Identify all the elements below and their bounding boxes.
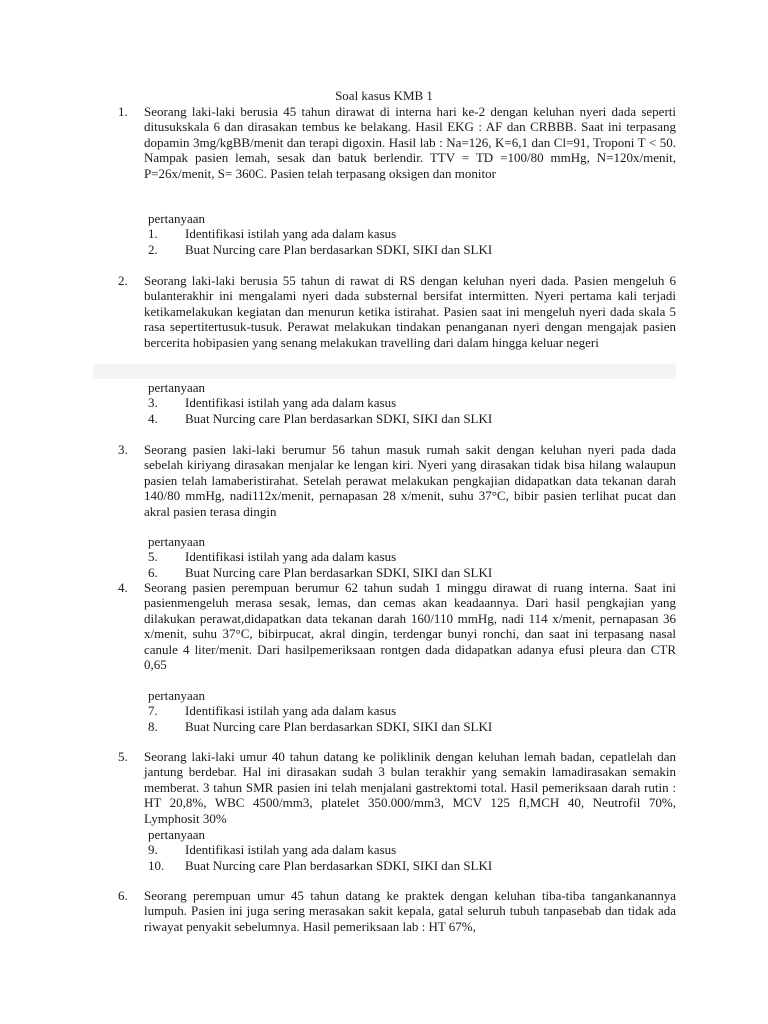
case-number: 2. xyxy=(118,273,128,288)
question-label: pertanyaan xyxy=(148,380,206,395)
question-label: pertanyaan xyxy=(148,534,206,549)
question-number: 6. xyxy=(148,564,158,580)
question-text: Identifikasi istilah yang ada dalam kasus xyxy=(185,842,397,858)
question-text: Identifikasi istilah yang ada dalam kasus xyxy=(185,549,397,565)
question-text: Buat Nurcing care Plan berdasarkan SDKI, SIKI dan SLKI xyxy=(185,564,493,580)
question-block-5 xyxy=(118,827,676,873)
question-text: Buat Nurcing care Plan berdasarkan SDKI, SIKI dan SLKI xyxy=(185,241,493,257)
question-text: Identifikasi istilah yang ada dalam kasus xyxy=(185,226,397,242)
case-3 xyxy=(118,442,676,519)
case-text: Seorang laki-laki berusia 55 tahun di rawat di RS dengan keluhan nyeri dada. Pasien mengeluh 6 bulanterakhir ini mengalami nyeri dada substernal bersifat intermitten. Nyeri pertama kali terjadi ketikamelakukan kegiatan dan menurun ketika istirahat. Pasien saat ini mengeluh nyeri dada skala 5 rasa sepertitertusuk-tusuk. Perawat melakukan tindakan penanganan nyeri dengan mengajak pasien bercerita hobipasien yang senang melakukan travelling dari dalam hingga keluar negeri xyxy=(144,273,676,350)
question-label: pertanyaan xyxy=(148,211,206,226)
question-text: Buat Nurcing care Plan berdasarkan SDKI, SIKI dan SLKI xyxy=(185,857,493,873)
case-6 xyxy=(118,888,676,934)
case-2 xyxy=(118,273,676,350)
case-text: Seorang laki-laki umur 40 tahun datang ke poliklinik dengan keluhan lemah badan, cepatlelah dan jantung berdebar. Hal ini dirasakan sudah 3 bulan terakhir yang semakin lamadirasakan semakin memberat. 3 tahun SMR pasien ini telah menjalani gastrektomi total. Hasil pemeriksaan darah rutin : HT 20,8%, WBC 4500/mm3, platelet 350.000/mm3, MCV 125 fl,MCH 40, Neutrofil 70%, Lymphosit 30% xyxy=(144,749,676,826)
question-item xyxy=(148,858,676,873)
question-number: 2. xyxy=(148,241,158,257)
question-text: Buat Nurcing care Plan berdasarkan SDKI, SIKI dan SLKI xyxy=(185,718,493,734)
question-text: Identifikasi istilah yang ada dalam kasus xyxy=(185,395,397,411)
question-item xyxy=(148,242,676,257)
question-item xyxy=(148,226,676,241)
question-number: 10. xyxy=(148,857,165,873)
question-number: 9. xyxy=(148,842,158,858)
question-number: 8. xyxy=(148,718,158,734)
question-number: 3. xyxy=(148,395,158,411)
question-block-1 xyxy=(118,211,676,257)
highlight-band xyxy=(93,364,676,379)
question-text: Buat Nurcing care Plan berdasarkan SDKI, SIKI dan SLKI xyxy=(185,410,493,426)
case-text: Seorang pasien perempuan berumur 62 tahun sudah 1 minggu dirawat di ruang interna. Saat ini pasienmengeluh merasa sesak, lemas, dan cemas akan keadaannya. Dari hasil pengkajian yang dilakukan perawat,didapatkan data tekanan darah 160/110 mmHg, nadi 114 x/menit, pernapasan 36 x/menit, suhu 37°C, bibirpucat, akral dingin, terdengar bunyi ronchi, dan saat ini terpasang nasal canule 4 liter/menit. Dari hasilpemeriksaan rontgen dada didapatkan adanya efusi pleura dan CTR 0,65 xyxy=(144,580,676,673)
question-block-2 xyxy=(118,380,676,426)
question-label: pertanyaan xyxy=(148,688,206,703)
case-number: 6. xyxy=(118,888,128,903)
case-text: Seorang laki-laki berusia 45 tahun dirawat di interna hari ke-2 dengan keluhan nyeri dada seperti ditusukskala 6 dan dirasakan tembus ke belakang. Hasil EKG : AF dan CRBBB. Saat ini terpasang dopamin 3mg/kgBB/menit dan terapi digoxin. Hasil lab : Na=126, K=6,1 dan Cl=91, Troponi T < 50. Nampak pasien lemah, sesak dan batuk berlendir. TTV = TD =100/80 mmHg, N=120x/menit, P=26x/menit, S= 360C. Pasien telah terpasang oksigen dan monitor xyxy=(144,104,676,181)
question-item xyxy=(148,842,676,857)
case-number: 3. xyxy=(118,442,128,457)
question-item xyxy=(148,703,676,718)
case-5 xyxy=(118,749,676,826)
question-item xyxy=(148,549,676,564)
document-title: Soal kasus KMB 1 xyxy=(335,88,433,103)
case-1 xyxy=(118,104,676,181)
question-item xyxy=(148,719,676,734)
case-number: 4. xyxy=(118,580,128,595)
question-number: 4. xyxy=(148,410,158,426)
case-text: Seorang perempuan umur 45 tahun datang ke praktek dengan keluhan tiba-tiba tangankanannya lumpuh. Pasien ini juga sering merasakan sakit kepala, gatal seluruh tubuh tanpasebab dan tidak ada riwayat penyakit sebelumnya. Hasil pemeriksaan lab : HT 67%, xyxy=(144,888,676,934)
question-item xyxy=(148,395,676,410)
question-number: 7. xyxy=(148,703,158,719)
question-block-3 xyxy=(118,534,676,580)
case-number: 1. xyxy=(118,104,128,119)
case-text: Seorang pasien laki-laki berumur 56 tahun masuk rumah sakit dengan keluhan nyeri pada dada sebelah kiriyang dirasakan menjalar ke lengan kiri. Nyeri yang dirasakan tidak bisa hilang walaupun pasien telah lamaberistirahat. Setelah perawat melakukan pengkajian didapatkan data tekanan darah 140/80 mmHg, nadi112x/menit, pernapasan 28 x/menit, suhu 37°C, bibir pasien terlihat pucat dan akral pasien terasa dingin xyxy=(144,442,676,519)
question-item xyxy=(148,411,676,426)
question-item xyxy=(148,565,676,580)
question-text: Identifikasi istilah yang ada dalam kasus xyxy=(185,703,397,719)
question-label: pertanyaan xyxy=(148,827,206,842)
question-block-4 xyxy=(118,688,676,734)
question-number: 1. xyxy=(148,226,158,242)
question-number: 5. xyxy=(148,549,158,565)
case-number: 5. xyxy=(118,749,128,764)
case-4 xyxy=(118,580,676,672)
